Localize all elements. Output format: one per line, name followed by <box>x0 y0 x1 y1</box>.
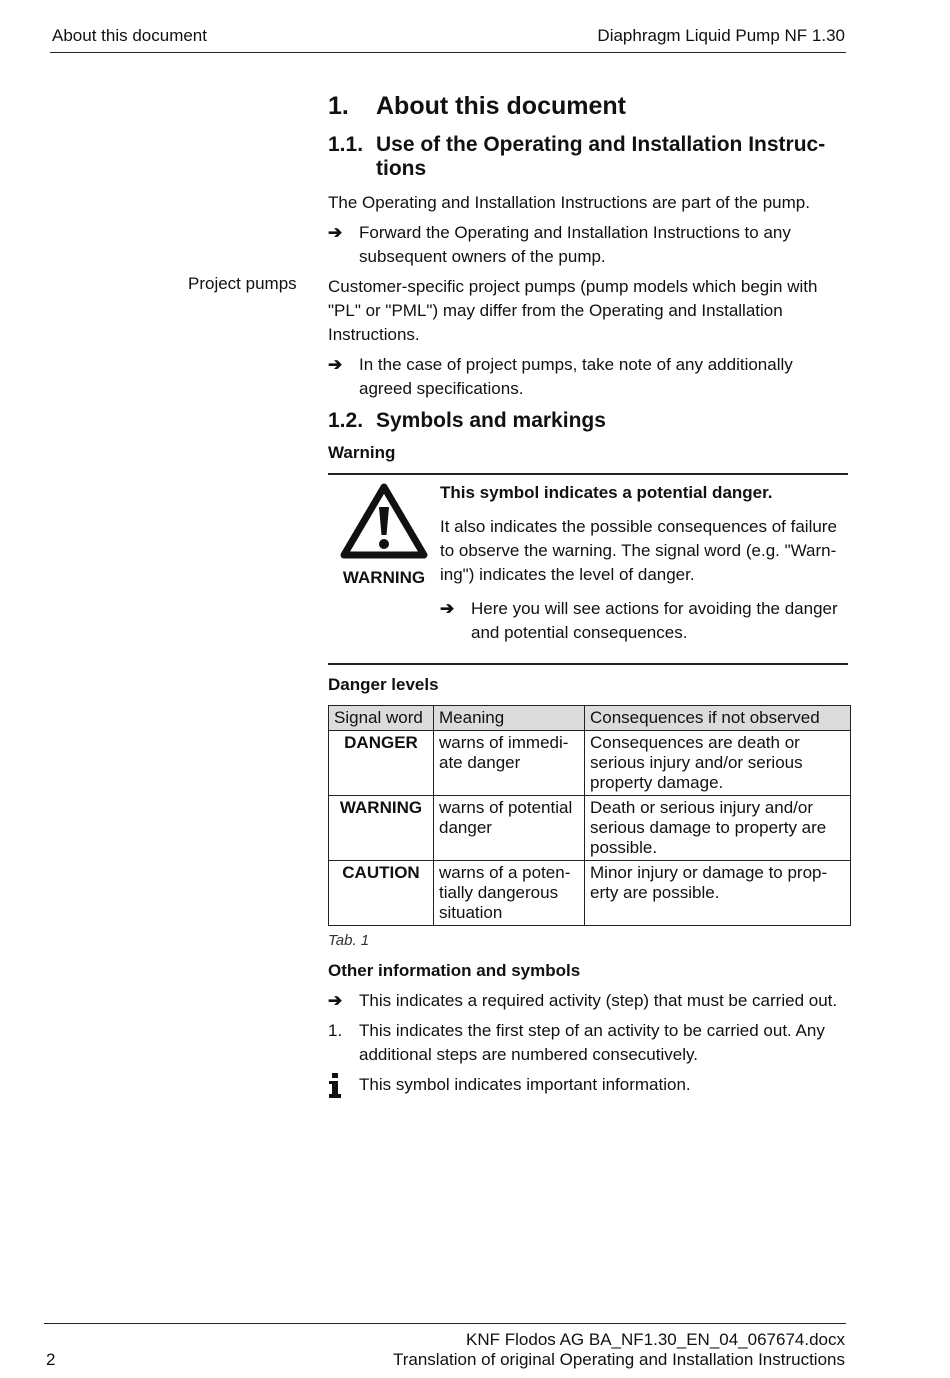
table-header-cell: Meaning <box>434 706 585 731</box>
table-cell-signal-word: DANGER <box>329 731 434 796</box>
footer-translation-note: Translation of original Operating and Installation Instructions <box>392 1350 845 1369</box>
heading-1 <box>328 92 848 121</box>
heading-1-number: 1. <box>328 92 349 120</box>
heading-1-1-title: Use of the Operating and Installation Instruc- tions <box>376 133 826 180</box>
table-cell-signal-word: WARNING <box>329 796 434 861</box>
warning-signal-word: WARNING <box>342 568 426 587</box>
header-rule <box>50 52 846 53</box>
table-row <box>329 861 851 926</box>
table-cell-consequence: Death or serious injury and/or serious damage to property are possible. <box>585 796 851 861</box>
warning-box <box>328 473 848 665</box>
table-cell-signal-word: CAUTION <box>329 861 434 926</box>
table-cell-meaning: warns of a poten-tially dangerous situation <box>434 861 585 926</box>
table-row <box>329 796 851 861</box>
warning-action-text: Here you will see actions for avoiding the danger and potential consequences. <box>471 599 838 642</box>
footer-page-number: 2 <box>46 1350 56 1369</box>
header-section-title: About this document <box>52 26 207 45</box>
action-step-forward <box>328 221 848 269</box>
action-step-text: Forward the Operating and Installation Instructions to any subsequent owners of the pump. <box>359 223 791 266</box>
warning-triangle-icon <box>339 481 429 561</box>
other-info-numbered-item <box>328 1019 848 1067</box>
warning-text-column <box>440 481 848 651</box>
warning-symbol-column <box>328 481 440 651</box>
other-info-arrow-text: This indicates a required activity (step) that must be carried out. <box>359 991 838 1010</box>
table-caption: Tab. 1 <box>328 932 370 949</box>
heading-1-2-title: Symbols and markings <box>376 409 606 432</box>
heading-1-2 <box>328 409 848 433</box>
danger-levels-table <box>328 705 851 926</box>
info-i-icon <box>328 1073 359 1106</box>
warning-bold-line: This symbol indicates a potential danger. <box>440 483 773 502</box>
footer-filename: KNF Flodos AG BA_NF1.30_EN_04_067674.docx <box>466 1330 845 1349</box>
other-info-heading: Other information and symbols <box>328 961 581 980</box>
warning-subheading: Warning <box>328 443 396 462</box>
table-header-cell: Signal word <box>329 706 434 731</box>
table-header-row <box>329 706 851 731</box>
table-cell-consequence: Minor injury or damage to prop-erty are possible. <box>585 861 851 926</box>
paragraph-project-pumps: Customer-specific project pumps (pump models which begin with "PL" or "PML") may differ from the Operating and Installation Instructions. <box>328 277 818 344</box>
table-cell-meaning: warns of immedi-ate danger <box>434 731 585 796</box>
warning-action <box>440 597 848 645</box>
table-cell-meaning: warns of potential danger <box>434 796 585 861</box>
other-info-info-item <box>328 1073 848 1106</box>
action-step-project-pumps <box>328 353 848 401</box>
other-info-info-text: This symbol indicates important information. <box>359 1075 691 1094</box>
table-cell-consequence: Consequences are death or serious injury and/or serious property damage. <box>585 731 851 796</box>
step-number: 1. <box>328 1021 343 1040</box>
action-step-text: In the case of project pumps, take note of any additionally agreed specifications. <box>359 355 793 398</box>
arrow-icon: ➔ <box>328 991 343 1010</box>
heading-1-1 <box>328 133 848 181</box>
other-info-numbered-text: This indicates the first step of an activity to be carried out. Any additional steps are numbered consecutively. <box>359 1021 825 1064</box>
heading-1-2-number: 1.2. <box>328 409 364 432</box>
arrow-icon: ➔ <box>440 599 455 618</box>
warning-description: It also indicates the possible consequences of failure to observe the warning. The signal word (e.g. "Warn-ing") indicates the level of danger. <box>440 517 837 584</box>
arrow-icon: ➔ <box>328 223 343 242</box>
table-header-cell: Consequences if not observed <box>585 706 851 731</box>
paragraph-part-of-pump: The Operating and Installation Instructions are part of the pump. <box>328 193 810 212</box>
footer-rule <box>44 1323 846 1324</box>
arrow-icon: ➔ <box>328 355 343 374</box>
side-label-project-pumps: Project pumps <box>188 274 297 293</box>
heading-1-1-number: 1.1. <box>328 133 364 156</box>
danger-levels-heading: Danger levels <box>328 675 439 694</box>
table-row <box>329 731 851 796</box>
page-content <box>328 92 848 1106</box>
header-document-title: Diaphragm Liquid Pump NF 1.30 <box>597 26 845 45</box>
other-info-arrow-item <box>328 989 848 1013</box>
heading-1-title: About this document <box>376 92 626 120</box>
